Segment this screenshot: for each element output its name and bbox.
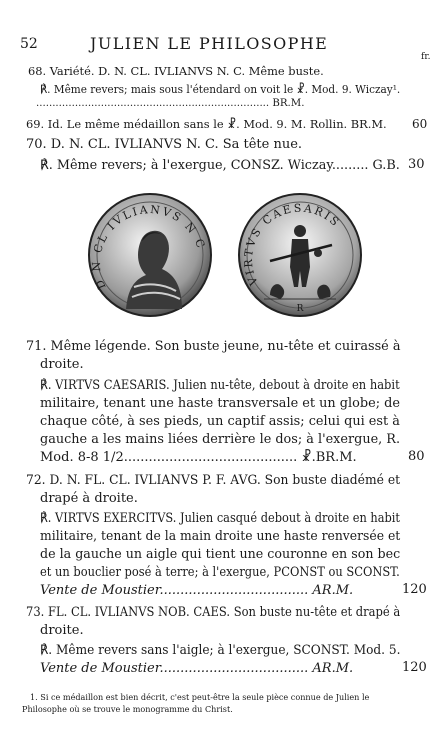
page-number: 52 xyxy=(20,36,38,52)
entry-68-line-2: ℟. Même revers; mais sous l'étendard on voit le ☧. Mod. 9. Wiczay¹. xyxy=(40,82,401,96)
entry-70-value: 30 xyxy=(408,157,425,172)
entry-69-value: 60 xyxy=(412,117,428,131)
coin-reverse-legend: VIRTVS CAESARIS xyxy=(241,201,343,288)
footnote-line-1: 1. Si ce médaillon est bien décrit, c'est peut-être la seule pièce connue de Julien le xyxy=(30,692,370,702)
entry-71-line-1: 71. Même légende. Son buste jeune, nu-tête et cuirassé à xyxy=(26,339,401,354)
entry-71-line-2: droite. xyxy=(40,357,84,372)
coin-reverse-image xyxy=(236,191,364,319)
coin-reverse-exergue: R xyxy=(296,304,304,314)
entry-73-line-4: Vente de Moustier.................................... AR.M. xyxy=(40,661,354,676)
entry-69-line-1: 69. Id. Le même médaillon sans le ☧. Mod. 9. M. Rollin. BR.M. xyxy=(26,117,387,131)
entry-72-line-4: militaire, tenant de la main droite une haste renversée et xyxy=(40,529,401,544)
entry-73-value: 120 xyxy=(402,660,427,675)
entry-73-line-1: 73. FL. CL. IVLIANVS NOB. CAES. Son buste nu-tête et drapé à xyxy=(26,605,401,620)
coin-obverse-legend: D N CL IVLIANVS N C xyxy=(89,202,209,292)
entry-72-line-3: ℟. VIRTVS EXERCITVS. Julien casqué debout à droite en habit xyxy=(40,511,401,526)
entry-72-line-5: de la gauche un aigle qui tient une couronne en son bec xyxy=(40,547,401,562)
currency-unit: fr. xyxy=(421,52,431,62)
entry-71-line-7: Mod. 8-8 1/2.......................................... ☧.BR.M. xyxy=(40,450,357,465)
entry-72-line-1: 72. D. N. FL. CL. IVLIANVS P. F. AVG. Son buste diadémé et xyxy=(26,473,401,488)
entry-73-line-3: ℟. Même revers sans l'aigle; à l'exergue, SCONST. Mod. 5. xyxy=(40,643,401,658)
entry-72-line-2: drapé à droite. xyxy=(40,491,138,506)
entry-72-value: 120 xyxy=(402,582,427,597)
footnote-line-2: Philosophe où se trouve le monogramme du Christ. xyxy=(22,704,233,714)
entry-70-line-1: 70. D. N. CL. IVLIANVS N. C. Sa tête nue. xyxy=(26,137,303,152)
entry-71-line-4: militaire, tenant une haste transversale et un globe; de xyxy=(40,396,400,411)
coin-plate xyxy=(86,191,366,321)
entry-73-line-2: droite. xyxy=(40,623,84,638)
entry-71-line-5: chaque côté, à ses pieds, un captif assis; celui qui est à xyxy=(40,414,400,429)
entry-71-line-6: gauche a les mains liées derrière le dos; à l'exergue, R. xyxy=(40,432,401,447)
entry-68-line-1: 68. Variété. D. N. CL. IVLIANVS N. C. Même buste. xyxy=(28,64,324,78)
entry-71-line-3: ℟. VIRTVS CAESARIS. Julien nu-tête, debout à droite en habit xyxy=(40,378,400,393)
entry-68-line-3: ........................................................................ BR.M. xyxy=(36,98,305,109)
entry-70-line-2: ℟. Même revers; à l'exergue, CONSZ. Wiczay......... G.B. xyxy=(40,158,400,173)
coin-obverse-image xyxy=(86,191,214,319)
running-title: JULIEN LE PHILOSOPHE xyxy=(90,34,329,53)
entry-72-line-6: et un bouclier posé à terre; à l'exergue, PCONST ou SCONST. xyxy=(40,565,400,580)
entry-71-value: 80 xyxy=(408,449,425,464)
entry-72-line-7: Vente de Moustier.................................... AR.M. xyxy=(40,583,354,598)
